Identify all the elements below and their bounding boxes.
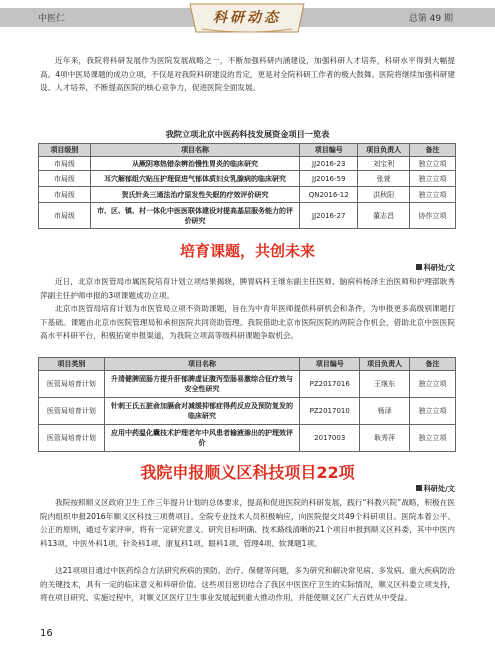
- section2-paragraph-1: 近日，北京市医管局市属医院培育计划立项结果揭晓，脾胃病科王继东副主任医师、脑病科杨泽主治医师和护理部耿秀萍副主任护师申报的3项课题成功立项。: [40, 277, 455, 300]
- table-cell: 市局级: [39, 171, 91, 187]
- table-cell: 市局级: [39, 203, 91, 229]
- table-cell: 独立立项: [410, 398, 456, 425]
- table-cell: 刘宝利: [358, 157, 410, 171]
- table-row: [39, 157, 456, 171]
- table-cell: JJ2016-23: [300, 157, 358, 171]
- section3-credit-text: 科研处/文: [423, 484, 455, 493]
- table-cell: 洪秋阳: [358, 187, 410, 203]
- table-cell: 独立立项: [410, 187, 456, 203]
- table-cell: 2017003: [300, 425, 360, 452]
- magazine-brand: 中医仁: [38, 14, 66, 24]
- section3-paragraph-1: 我院按照顺义区政府卫生工作三年提升计划的总体要求，提高和促进医院的科研发展，践行“科教兴院”战略，积极在医院内组织申报2016年顺义区科技三项费项目。全院专业技术人员积极响应，向医院提交共49个科研项目。医院本着公平、公正的原则，通过专家评审，将有一定研究意义、研究目标明确、技术路线清晰的21个项目申报到顺义区科委，其中中医内科13项、中医外科1项、针灸科1项、康复科1项、眼科1项、管理4项、软课题1项。: [40, 498, 455, 548]
- column-tab: [186, 0, 308, 36]
- table-cell: 张萱: [358, 171, 410, 187]
- section2-credit-text: 科研处/文: [423, 263, 455, 272]
- table1-header-cell: 备注: [410, 144, 456, 157]
- table2: [38, 357, 456, 452]
- table-cell: 市、区、镇、村一体化中医医联体建设对提高基层服务能力的评价研究: [90, 203, 299, 229]
- table-row: [39, 398, 456, 425]
- table1-header-cell: 项目负责人: [358, 144, 410, 157]
- table-cell: 协作立项: [410, 203, 456, 229]
- table-cell: JJ2016-59: [300, 171, 358, 187]
- page-number: 16: [40, 628, 53, 639]
- table1-title: 我院立项北京中医药科技发展资金项目一览表: [165, 129, 330, 139]
- table-row: [39, 425, 456, 452]
- section3-paragraph-2: 这21项项目通过中医药综合方法研究疾病的预防、治疗、保健等问题，多为研究和解决常见病、多发病、重大疾病防治的关键技术，具有一定的临床意义和科研价值。这些项目密切结合了我区中医医疗卫生的实际情况，顺义区科委立项支持，将在项目研究、实施过程中，对顺义区医疗卫生事业发展起到重大推动作用，并能使顺义区广大百姓从中受益。: [40, 566, 455, 602]
- table-cell: 耿秀萍: [360, 425, 410, 452]
- table1-header-row: [39, 144, 456, 157]
- table-cell: QN2016-12: [300, 187, 358, 203]
- table1: [38, 143, 456, 229]
- table-cell: 独立立项: [410, 171, 456, 187]
- table2-header-cell: 项目编号: [300, 358, 360, 371]
- table2-header-row: [39, 358, 456, 371]
- table-cell: 杨泽: [360, 398, 410, 425]
- table-cell: 独立立项: [410, 371, 456, 398]
- section3-credit: [416, 484, 455, 494]
- table-cell: 市局级: [39, 157, 91, 171]
- table-cell: 耳穴解郁组穴贴压护理促进气郁体质妇女乳腺病的临床研究: [90, 171, 299, 187]
- table-row: [39, 171, 456, 187]
- table-cell: PZ2017010: [300, 398, 360, 425]
- table-cell: 升清健脾固肠方提升肝郁脾虚证腹泻型肠易激综合征疗效与安全性研究: [104, 371, 299, 398]
- table-cell: 王继东: [360, 371, 410, 398]
- table-cell: 应用中药温化囊技术护理老年中风患者输液渗出的护理效评价: [104, 425, 299, 452]
- table2-header-cell: 项目负责人: [360, 358, 410, 371]
- table-cell: 董志昌: [358, 203, 410, 229]
- square-bullet-icon: [416, 264, 422, 270]
- intro-paragraph: 近年来，我院将科研发展作为医院发展战略之一，不断加强科研内涵建设，加强科研人才培养，科研水平得到大幅提高。4项中医局课题的成功立项，不仅是对我院科研建设的肯定，更是对全院科研工作者的极大鼓舞。医院将继续加强科研建设、人才培养，不断提高医院的核心竞争力，促进医院全面发展。: [40, 56, 455, 92]
- table1-header-cell: 项目编号: [300, 144, 358, 157]
- table-cell: 医管局培育计划: [39, 371, 105, 398]
- table-cell: 医管局培育计划: [39, 425, 105, 452]
- table-row: [39, 203, 456, 229]
- table-cell: 医管局培育计划: [39, 398, 105, 425]
- table1-header-cell: 项目名称: [90, 144, 299, 157]
- table1-header-cell: 项目级别: [39, 144, 91, 157]
- section3-title: 我院申报顺义区科技项目22项: [140, 463, 355, 482]
- section2-paragraph-2: 北京市医管局培育计划为市医管局立项不资助课题，旨在为中青年医师提供科研机会和条件，为申报更多高级别课题打下基础。课题由北京市医院管理局和承担医院共同资助管理。我院借助北京市医院医院的两院合作机会，借助北京中医医院高水平科研平台，积极拓宽申报渠道，为我院立项高等级科研课题争取机会。: [40, 304, 455, 340]
- table-cell: JJ2016-27: [300, 203, 358, 229]
- table-cell: 独立立项: [410, 157, 456, 171]
- table2-header-cell: 项目类别: [39, 358, 105, 371]
- column-title: 科研动态: [213, 10, 281, 26]
- page-header: [0, 0, 495, 40]
- table2-header-cell: 备注: [410, 358, 456, 371]
- table-cell: 针刺王氏五脏俞加膈俞对减缓抑郁症得药反应及预防复发的临床研究: [104, 398, 299, 425]
- table-row: [39, 187, 456, 203]
- table-cell: 贺氏针灸三通法治疗原发性失眠的疗效评价研究: [90, 187, 299, 203]
- square-bullet-icon: [416, 485, 422, 491]
- table2-header-cell: 项目名称: [104, 358, 299, 371]
- table-cell: PZ2017016: [300, 371, 360, 398]
- table-row: [39, 371, 456, 398]
- table-cell: 从厥阴寒热错杂辨治慢性胃炎的临床研究: [90, 157, 299, 171]
- section2-credit: [416, 263, 455, 273]
- section2-title: 培育课题，共创未来: [179, 242, 315, 260]
- table-cell: 市局级: [39, 187, 91, 203]
- issue-number: 总第 49 期: [408, 14, 453, 24]
- table-cell: 独立立项: [410, 425, 456, 452]
